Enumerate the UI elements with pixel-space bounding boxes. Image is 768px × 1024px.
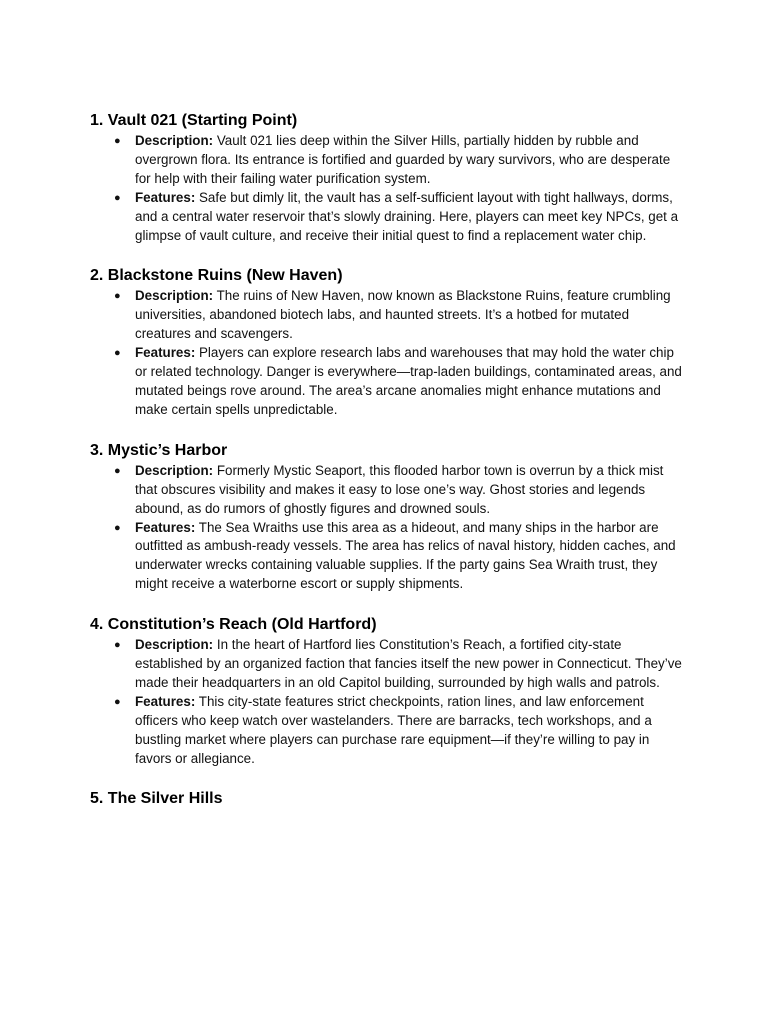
item-term: Description: xyxy=(135,133,214,148)
item-text: Formerly Mystic Seaport, this flooded harbor town is overrun by a thick mist that obscures visibility and makes it easy to lose one’s way. Ghost stories and legends abound, as do rumors of ghostly figures and drowned souls. xyxy=(135,462,664,516)
bullet-icon: ● xyxy=(114,191,121,204)
section-heading: 4. Constitution’s Reach (Old Hartford) xyxy=(90,616,377,634)
section-mystics-harbor xyxy=(90,440,688,594)
section-constitutions-reach xyxy=(90,614,688,768)
item-term: Features: xyxy=(135,693,196,709)
section-blackstone-ruins xyxy=(90,265,688,419)
bullet-icon: ● xyxy=(114,695,121,708)
list-item xyxy=(90,636,688,693)
list-item xyxy=(90,344,688,420)
bullet-list xyxy=(90,636,688,768)
section-silver-hills xyxy=(90,788,688,810)
item-text: The Sea Wraiths use this area as a hideout, and many ships in the harbor are outfitted as ambush-ready vessels. The area has relics of naval history, hidden caches, and underwater wrecks containing valuable supplies. If the party gains Sea Wraith trust, they might receive a waterborne escort or supply shipments. xyxy=(135,519,676,592)
section-heading: 2. Blackstone Ruins (New Haven) xyxy=(90,267,343,285)
bullet-list xyxy=(90,132,688,245)
bullet-icon: ● xyxy=(114,347,121,360)
bullet-icon: ● xyxy=(114,135,121,147)
section-heading: 3. Mystic’s Harbor xyxy=(90,441,228,459)
item-term: Description: xyxy=(135,288,214,304)
section-heading: 1. Vault 021 (Starting Point) xyxy=(90,112,298,129)
list-item xyxy=(90,287,688,344)
item-text: Safe but dimly lit, the vault has a self-sufficient layout with tight hallways, dorms, and a central water reservoir that’s slowly draining. Here, players can meet key NPCs, get a glimpse of vault culture, and receive their initial quest to find a replacement water chip. xyxy=(135,189,679,243)
bullet-list xyxy=(90,287,688,419)
bullet-icon: ● xyxy=(114,464,121,477)
list-item xyxy=(90,189,688,246)
bullet-icon: ● xyxy=(114,521,121,534)
section-heading: 5. The Silver Hills xyxy=(90,790,223,808)
item-term: Features: xyxy=(135,345,196,361)
list-item xyxy=(90,462,688,519)
item-term: Features: xyxy=(135,189,196,205)
list-item xyxy=(90,519,688,595)
bullet-list xyxy=(90,462,688,594)
bullet-icon: ● xyxy=(114,290,121,303)
item-term: Description: xyxy=(135,462,214,478)
item-text: This city-state features strict checkpoints, ration lines, and law enforcement officers who keep watch over wastelanders. There are barracks, tech workshops, and a bustling market where players can purchase rare equipment—if they’re willing to pay in favors or allegiance. xyxy=(135,693,652,766)
item-text: The ruins of New Haven, now known as Blackstone Ruins, feature crumbling universities, abandoned biotech labs, and haunted streets. It’s a hotbed for mutated creatures and scavengers. xyxy=(135,288,671,342)
item-text: Players can explore research labs and warehouses that may hold the water chip or related technology. Danger is everywhere—trap-laden buildings, contaminated areas, and mutated beings rove around. The area’s arcane anomalies might enhance mutations and make certain spells unpredictable. xyxy=(135,345,682,417)
section-vault-021 xyxy=(90,110,688,245)
item-text: In the heart of Hartford lies Constitution’s Reach, a fortified city-state established by an organized faction that fancies itself the new power in Connecticut. They’ve made their headquarters in an old Capitol building, surrounded by high walls and patrols. xyxy=(135,637,682,690)
item-term: Description: xyxy=(135,637,214,653)
item-term: Features: xyxy=(135,519,196,535)
list-item xyxy=(90,693,688,769)
bullet-icon: ● xyxy=(114,639,121,652)
item-text: Vault 021 lies deep within the Silver Hills, partially hidden by rubble and overgrown flora. Its entrance is fortified and guarded by wary survivors, who are desperate for help with their failing water purification system. xyxy=(135,133,671,186)
list-item xyxy=(90,132,688,189)
